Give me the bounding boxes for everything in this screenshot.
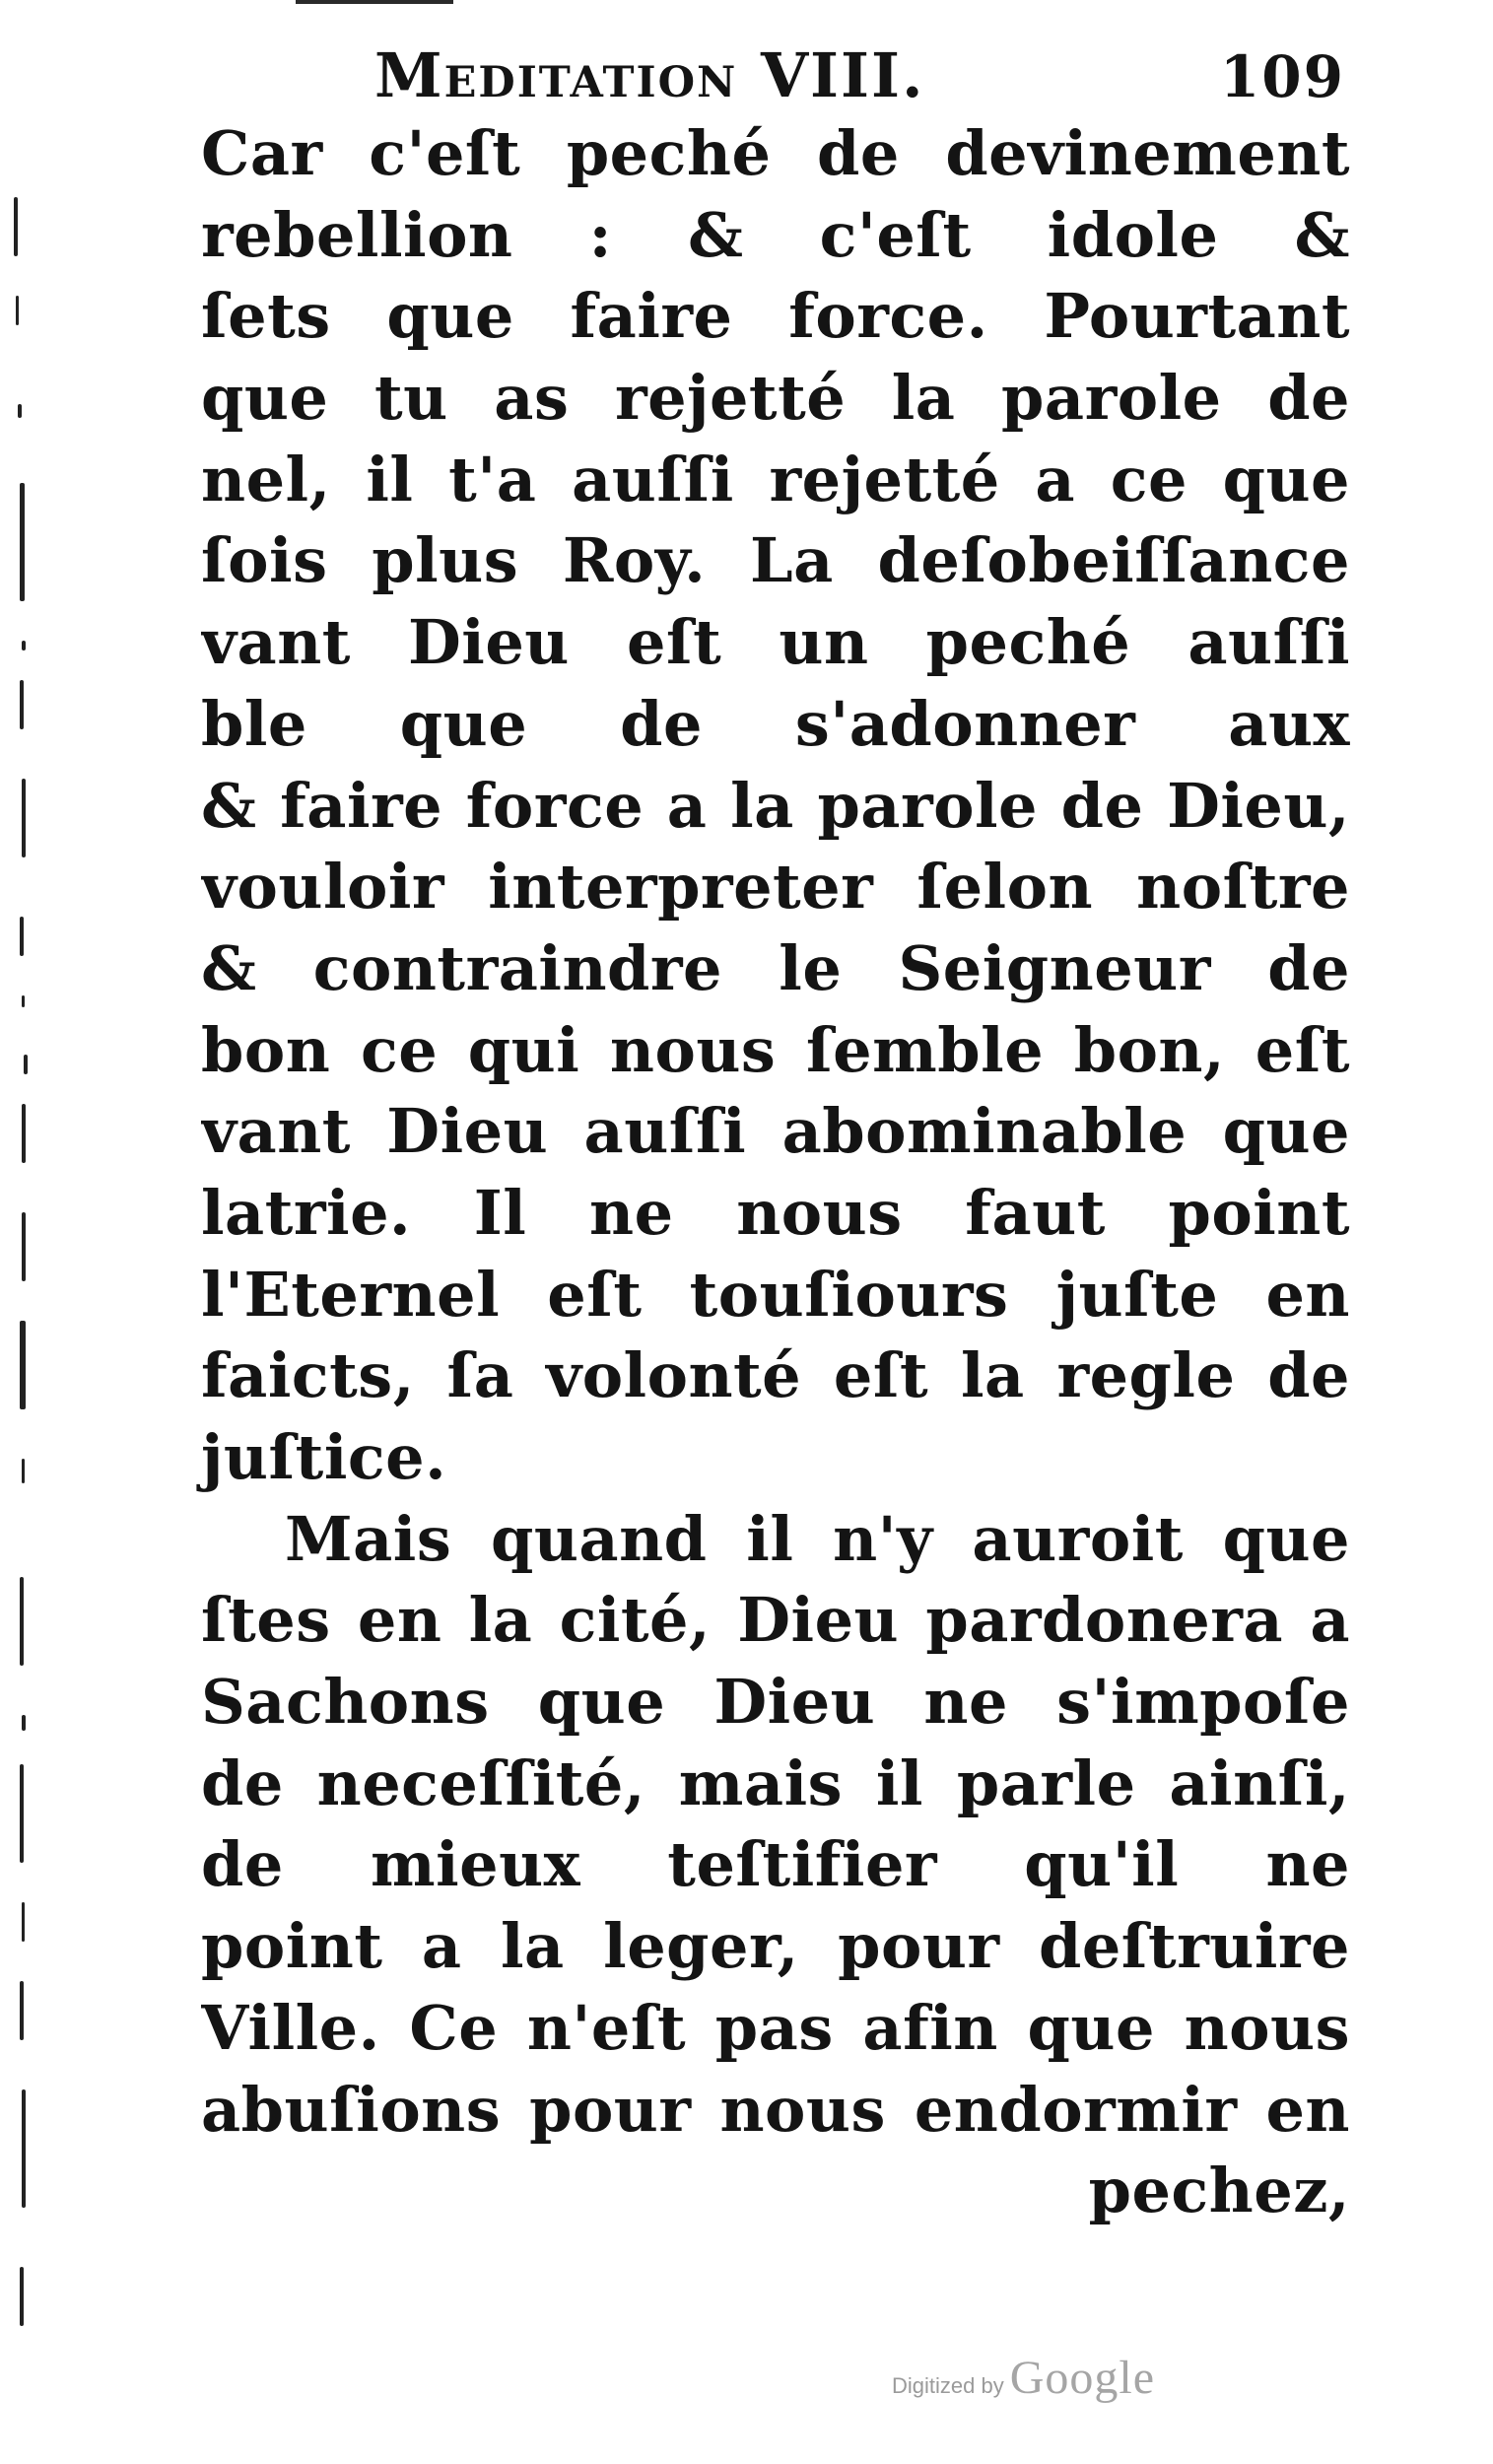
text-line: & faire force a la parole de Dieu, — [201, 769, 1350, 842]
text-line: nel, il t'a auſſi rejetté a ce que — [201, 443, 1350, 515]
text-line: latrie. Il ne nous faut point — [201, 1176, 1350, 1249]
running-title-number: VIII. — [760, 39, 925, 111]
text-line: ſets que faire force. Pourtant — [201, 280, 1350, 353]
text-line: Ville. Ce n'eſt pas afin que nous — [201, 1991, 1350, 2064]
text-line: vant Dieu eſt un peché auſſi — [201, 606, 1350, 679]
digitized-by-label: Digitized by — [892, 2373, 1004, 2398]
top-edge-mark — [296, 0, 453, 4]
text-line: l'Eternel eſt touſiours juſte en — [201, 1258, 1350, 1331]
text-line: Car c'eſt peché de devinement — [201, 117, 1350, 189]
text-line: abuſions pour nous endormir en — [201, 2073, 1350, 2146]
catchword: pechez, — [1088, 2155, 1350, 2227]
text-line: vant Dieu auſſi abominable que — [201, 1095, 1350, 1168]
digitization-watermark — [892, 2351, 1155, 2405]
body-text — [201, 113, 1350, 2232]
text-line: Sachons que Dieu ne s'impoſe — [201, 1666, 1350, 1739]
text-line: de neceſſité, mais il parle ainſi, — [201, 1746, 1350, 1819]
running-header — [374, 39, 1345, 118]
text-line: rebellion : & c'eſt idole & — [201, 198, 1350, 271]
text-line: faicts, ſa volonté eſt la regle de — [201, 1339, 1350, 1412]
google-logo: Google — [1009, 2352, 1156, 2404]
text-line: de mieux teſtifier qu'il ne — [201, 1828, 1350, 1901]
page-number: 109 — [1219, 43, 1345, 110]
text-line: vouloir interpreter ſelon noſtre — [201, 851, 1350, 924]
text-line: ſois plus Roy. La deſobeiſſance — [201, 524, 1350, 597]
running-title — [374, 39, 925, 111]
text-line-paragraph-start: Mais quand il n'y auroit que — [285, 1502, 1350, 1575]
text-line: ble que de s'adonner aux — [201, 687, 1350, 760]
text-line: & contraindre le Seigneur de — [201, 931, 1350, 1004]
running-title-prefix: Meditation — [374, 39, 738, 111]
text-line: bon ce qui nous ſemble bon, eſt — [201, 1013, 1350, 1086]
text-line: juſtice. — [201, 1421, 447, 1493]
binding-gutter-specks — [0, 0, 59, 2464]
text-line: que tu as rejetté la parole de — [201, 362, 1350, 435]
text-line: point a la leger, pour deſtruire — [201, 1910, 1350, 1983]
text-line: ſtes en la cité, Dieu pardonera a — [201, 1584, 1350, 1657]
